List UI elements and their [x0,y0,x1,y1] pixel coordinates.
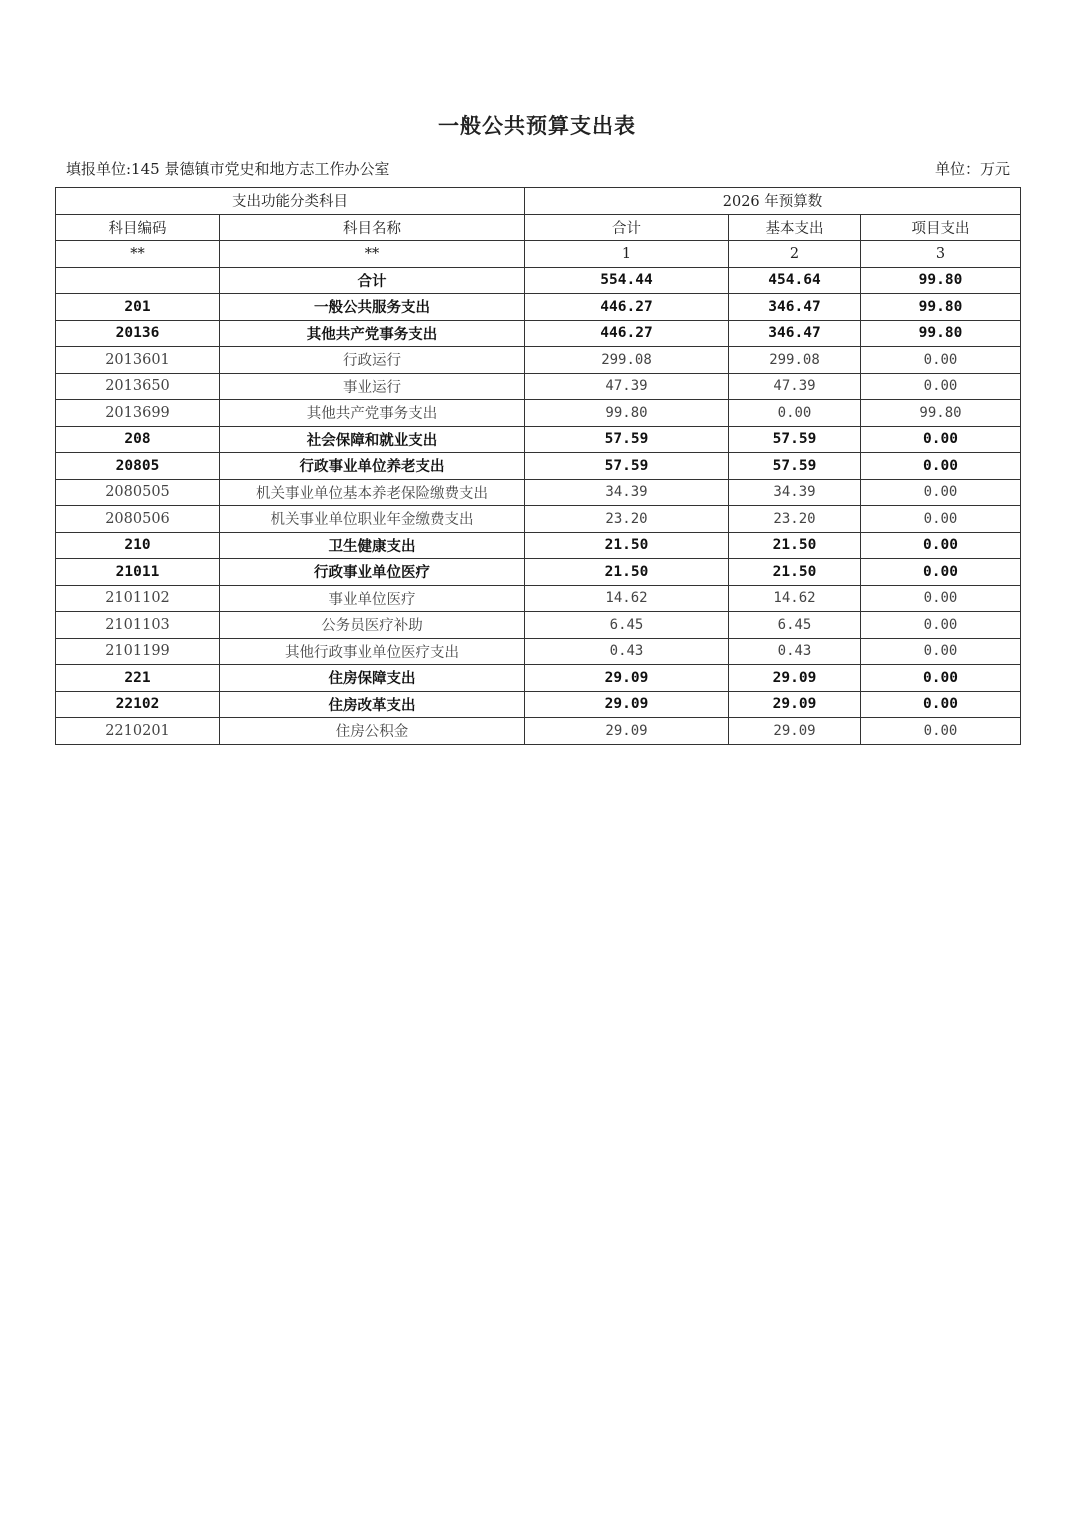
total-amount-cell: 6.45 [525,612,729,639]
subject-name-cell: 事业单位医疗 [220,585,525,612]
subject-code-cell [56,267,220,294]
total-amount-cell: 57.59 [525,426,729,453]
table-row [56,479,1021,506]
table-row [56,612,1021,639]
subject-code-cell: 2013650 [56,373,220,400]
total-amount-cell: 29.09 [525,718,729,745]
column-header-basic: 基本支出 [729,214,861,241]
total-amount-cell: 21.50 [525,559,729,586]
basic-amount-cell: 23.20 [729,506,861,533]
subject-code-cell: 21011 [56,559,220,586]
table-row [56,718,1021,745]
table-row [56,347,1021,374]
basic-amount-cell: 34.39 [729,479,861,506]
subject-code-cell: 2080505 [56,479,220,506]
total-amount-cell: 14.62 [525,585,729,612]
total-amount-cell: 299.08 [525,347,729,374]
subject-name-cell: 其他共产党事务支出 [220,320,525,347]
total-amount-cell: 29.09 [525,665,729,692]
subject-code-cell: 201 [56,294,220,321]
index-row [56,241,1021,268]
project-amount-cell: 0.00 [861,665,1021,692]
subject-name-cell: 住房公积金 [220,718,525,745]
index-cell-code: ** [56,241,220,268]
subject-name-cell: 机关事业单位职业年金缴费支出 [220,506,525,533]
column-header-project: 项目支出 [861,214,1021,241]
table-row [56,559,1021,586]
basic-amount-cell: 21.50 [729,559,861,586]
project-amount-cell: 0.00 [861,453,1021,480]
budget-expenditure-table [55,187,1021,745]
subject-name-cell: 其他行政事业单位医疗支出 [220,638,525,665]
project-amount-cell: 0.00 [861,373,1021,400]
total-amount-cell: 23.20 [525,506,729,533]
group-header-row [56,188,1021,215]
total-amount-cell: 21.50 [525,532,729,559]
page-title: 一般公共预算支出表 [438,114,636,138]
subject-name-cell: 一般公共服务支出 [220,294,525,321]
table-row [56,267,1021,294]
subject-code-cell: 210 [56,532,220,559]
project-amount-cell: 0.00 [861,585,1021,612]
budget-year-header: 2026 年预算数 [525,188,1021,215]
subject-name-cell: 行政事业单位医疗 [220,559,525,586]
project-amount-cell: 99.80 [861,267,1021,294]
total-amount-cell: 446.27 [525,320,729,347]
subject-name-cell: 机关事业单位基本养老保险缴费支出 [220,479,525,506]
basic-amount-cell: 14.62 [729,585,861,612]
subject-code-cell: 2101102 [56,585,220,612]
function-class-header: 支出功能分类科目 [56,188,525,215]
subject-code-cell: 2101103 [56,612,220,639]
subject-name-cell: 事业运行 [220,373,525,400]
subject-code-cell: 2080506 [56,506,220,533]
project-amount-cell: 0.00 [861,479,1021,506]
project-amount-cell: 0.00 [861,718,1021,745]
total-amount-cell: 446.27 [525,294,729,321]
column-header-total: 合计 [525,214,729,241]
project-amount-cell: 0.00 [861,426,1021,453]
table-row [56,506,1021,533]
basic-amount-cell: 29.09 [729,718,861,745]
subject-code-cell: 221 [56,665,220,692]
project-amount-cell: 0.00 [861,506,1021,533]
project-amount-cell: 0.00 [861,347,1021,374]
index-cell-name: ** [220,241,525,268]
table-row [56,320,1021,347]
total-amount-cell: 99.80 [525,400,729,427]
basic-amount-cell: 346.47 [729,320,861,347]
project-amount-cell: 99.80 [861,320,1021,347]
subject-code-cell: 20805 [56,453,220,480]
index-cell-total: 1 [525,241,729,268]
table-row [56,294,1021,321]
subject-name-cell: 合计 [220,267,525,294]
index-cell-project: 3 [861,241,1021,268]
table-row [56,532,1021,559]
table-row [56,453,1021,480]
subject-name-cell: 行政运行 [220,347,525,374]
table-row [56,373,1021,400]
subject-name-cell: 公务员医疗补助 [220,612,525,639]
basic-amount-cell: 47.39 [729,373,861,400]
basic-amount-cell: 346.47 [729,294,861,321]
project-amount-cell: 0.00 [861,559,1021,586]
basic-amount-cell: 299.08 [729,347,861,374]
column-header-code: 科目编码 [56,214,220,241]
table-row [56,400,1021,427]
subject-code-cell: 20136 [56,320,220,347]
subject-name-cell: 行政事业单位养老支出 [220,453,525,480]
subject-code-cell: 22102 [56,691,220,718]
total-amount-cell: 29.09 [525,691,729,718]
subject-name-cell: 社会保障和就业支出 [220,426,525,453]
column-header-row [56,214,1021,241]
subject-name-cell: 其他共产党事务支出 [220,400,525,427]
basic-amount-cell: 6.45 [729,612,861,639]
subject-name-cell: 住房改革支出 [220,691,525,718]
project-amount-cell: 0.00 [861,612,1021,639]
project-amount-cell: 0.00 [861,638,1021,665]
subject-code-cell: 2101199 [56,638,220,665]
project-amount-cell: 0.00 [861,532,1021,559]
project-amount-cell: 99.80 [861,400,1021,427]
total-amount-cell: 47.39 [525,373,729,400]
project-amount-cell: 0.00 [861,691,1021,718]
total-amount-cell: 34.39 [525,479,729,506]
basic-amount-cell: 57.59 [729,453,861,480]
subject-name-cell: 住房保障支出 [220,665,525,692]
column-header-name: 科目名称 [220,214,525,241]
basic-amount-cell: 57.59 [729,426,861,453]
basic-amount-cell: 21.50 [729,532,861,559]
reporting-unit: 填报单位:145 景德镇市党史和地方志工作办公室 [66,160,390,178]
table-row [56,426,1021,453]
subject-code-cell: 2013699 [56,400,220,427]
table-row [56,585,1021,612]
index-cell-basic: 2 [729,241,861,268]
subject-name-cell: 卫生健康支出 [220,532,525,559]
basic-amount-cell: 454.64 [729,267,861,294]
subject-code-cell: 2013601 [56,347,220,374]
basic-amount-cell: 0.43 [729,638,861,665]
total-amount-cell: 554.44 [525,267,729,294]
basic-amount-cell: 29.09 [729,691,861,718]
table-row [56,691,1021,718]
table-row [56,638,1021,665]
table-row [56,665,1021,692]
subject-code-cell: 2210201 [56,718,220,745]
project-amount-cell: 99.80 [861,294,1021,321]
basic-amount-cell: 29.09 [729,665,861,692]
subject-code-cell: 208 [56,426,220,453]
total-amount-cell: 57.59 [525,453,729,480]
total-amount-cell: 0.43 [525,638,729,665]
currency-unit: 单位：万元 [934,160,1010,178]
basic-amount-cell: 0.00 [729,400,861,427]
